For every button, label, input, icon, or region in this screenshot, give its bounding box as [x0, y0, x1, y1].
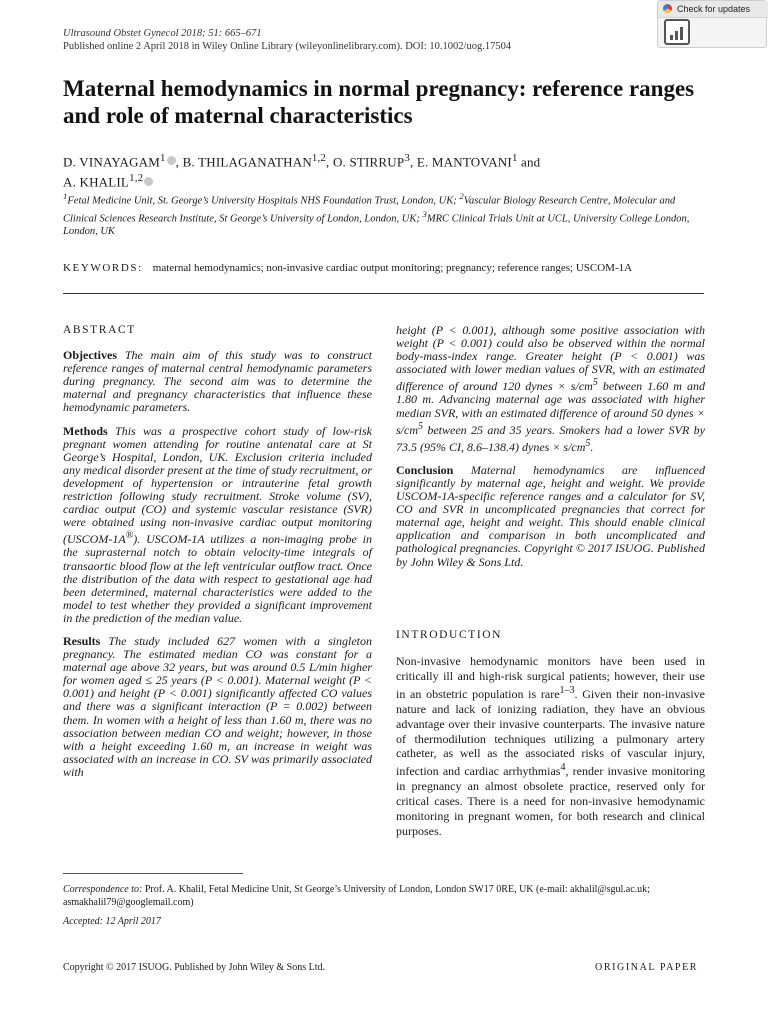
- journal-header: [63, 27, 511, 53]
- check-for-updates-label: Check for updates: [677, 4, 751, 14]
- crossmark-icon: [663, 4, 672, 13]
- affiliation-text: MRC Clinical Trials Unit at UCL, University College London, London, UK: [63, 213, 690, 237]
- abstract-column-left: [63, 324, 372, 789]
- correspondence-text: Prof. A. Khalil, Fetal Medicine Unit, St George’s University of London, London SW17 0RE, UK (e-mail: akhalil@sgul.ac.uk; asmakhalil79@googlemail.com): [63, 884, 650, 908]
- author-conjunction: and: [521, 154, 541, 170]
- footnote-divider: [63, 873, 243, 874]
- registered-mark: ®: [125, 530, 134, 542]
- abstract-conclusion: [396, 464, 705, 569]
- results-cont-text: between 25 and 35 years. Smokers had a lower SVR by 73.5 (95% CI, 8.6–138.4) dynes × s/cm: [396, 422, 705, 454]
- correspondence: [63, 884, 708, 909]
- citation-sup[interactable]: 4: [560, 762, 566, 774]
- author-affiliation-sup: 1,2: [129, 172, 144, 185]
- affiliation-number: 2: [459, 191, 464, 201]
- correspondence-label: Correspondence to:: [63, 884, 143, 895]
- author-name: D. VINAYAGAM: [63, 154, 161, 170]
- conclusion-label: Conclusion: [396, 462, 454, 477]
- abstract-heading: ABSTRACT: [63, 324, 136, 336]
- superscript: 5: [418, 420, 423, 432]
- article-title: Maternal hemodynamics in normal pregnancy: reference ranges and role of maternal characteristics: [63, 76, 695, 128]
- orcid-icon[interactable]: [144, 177, 153, 186]
- methods-text: This was a prospective cohort study of low-risk pregnant women attending for routine antenatal care at St George’s Hospital, London, UK. Exclusion criteria included any medical disorder present at the time of study recruitment, or development of hypertension or intrauterine fetal growth restriction following study recruitment. Stroke volume (SV), cardiac output (CO) and systemic vascular resistance (SVR) were obtained using non-invasive cardiac output monitoring (USCOM-1A: [63, 423, 373, 547]
- author-name: B. THILAGANATHAN: [182, 154, 312, 170]
- journal-doi-line: Published online 2 April 2018 in Wiley Online Library (wileyonlinelibrary.com). DOI: 10.1002/uog.17504: [63, 41, 512, 52]
- superscript: 5: [585, 437, 591, 449]
- results-cont-text: .: [590, 439, 594, 454]
- abstract-results-continued: [396, 324, 705, 454]
- accepted-date: Accepted: 12 April 2017: [63, 916, 161, 927]
- author-list: D. VINAYAGAM$^1$ , B. THILAGANATHAN$^{1,2}$, O. STIRRUP$^3$, E. MANTOVANI$^1$ and A. KHALIL$^{1,2}$: [63, 152, 541, 190]
- article-type: ORIGINAL PAPER: [595, 962, 699, 973]
- conclusion-text: Maternal hemodynamics are influenced significantly by maternal age, height and weight. We provide USCOM-1A-specific reference ranges and a calculator for SV, CO and SVR in uncomplicated pregnancies that correct for maternal age, height and weight. This should enable clinical application and comparison in both uncomplicated and pathological pregnancies. Copyright © 2017 ISUOG. Published by John Wiley & Sons Ltd.: [396, 462, 705, 569]
- affiliation-number: 3: [422, 208, 427, 219]
- author-affiliation-sup: 1: [511, 152, 518, 164]
- affiliation-number: 1: [63, 191, 68, 201]
- affiliation-text: Fetal Medicine Unit, St. George’s University Hospitals NHS Foundation Trust, London, UK;: [67, 195, 457, 207]
- orcid-icon[interactable]: [167, 156, 176, 165]
- author-name: E. MANTOVANI: [416, 154, 512, 170]
- results-text: The study included 627 women with a singleton pregnancy. The estimated median CO was constant for a maternal age above 32 years, but was around 0.5 L/min higher for women aged ≤ 25 years (P < 0.001). Maternal weight (P < 0.001) and height (P < 0.001) significantly affected CO values and there was a significant interaction (P = 0.002) between them. In women with a height of less than 1.60 m, there was no association between median CO and weight; however, in those with a height exceeding 1.60 m, an increase in weight was associated with an increase in CO. SV was primarily associated with: [63, 633, 372, 779]
- introduction-text: Non-invasive hemodynamic monitors have been used in critically ill and high-risk surgical patients; however, their use in an obstetric population is rare: [396, 654, 705, 701]
- abstract-column-right: [396, 324, 705, 579]
- introduction-text: , render invasive monitoring in pregnancy an almost obsolete practice, reserved only for critical cases. There is a need for non-invasive hemodynamic monitoring in pregnant women, for both research and clinical purposes.: [396, 764, 705, 838]
- citation-sup[interactable]: 1–3: [559, 684, 575, 696]
- introduction-body: [396, 654, 705, 839]
- keywords-text: maternal hemodynamics; non-invasive cardiac output monitoring; pregnancy; reference ranges; USCOM-1A: [152, 262, 633, 274]
- introduction-text: . Given their non-invasive nature and lack of ionizing radiation, they have an obvious advantage over their invasive counterparts. The invasive nature of thermodilution techniques utilizing a pulmonary artery catheter, as well as the associated risks of vascular injury, infection and cardiac arrhythmias: [396, 686, 705, 779]
- superscript: 5: [592, 377, 598, 389]
- affiliation-text: Vascular Biology Research Centre, Molecular and Clinical Sciences Research Institute, St George’s University of London, London, UK;: [63, 195, 676, 224]
- abstract-results: [63, 635, 372, 779]
- results-cont-text: between 1.60 m and 1.80 m. Advancing maternal age was associated with higher median SVR, with an estimated difference of around 50 dynes × s/cm: [396, 379, 705, 437]
- methods-label: Methods: [63, 423, 108, 438]
- methods-text-cont: ). USCOM-1A utilizes a non-imaging probe in the suprasternal notch to obtain velocity-time integrals of transaortic blood flow at the left ventricular outflow tract. Once the distribution of the data with respect to gestational age had been determined, maternal characteristics were added to the model to test whether they provided a significant improvement in the prediction of the median value.: [63, 532, 372, 625]
- journal-citation: Ultrasound Obstet Gynecol 2018; 51: 665–671: [63, 28, 262, 39]
- check-for-updates-button[interactable]: [657, 0, 767, 48]
- author-name: A. KHALIL: [63, 174, 130, 190]
- abstract-objectives: [63, 349, 372, 414]
- results-cont-text: height (P < 0.001), although some positive association with weight (P < 0.001) could also be observed within the normal body-mass-index range. Greater height (P < 0.001) was associated with lower median values of SVR, with an estimated difference of around 120 dynes × s/cm: [396, 323, 705, 394]
- check-for-updates-bar: [658, 1, 768, 18]
- results-label: Results: [63, 633, 101, 648]
- author-affiliation-sup: 1: [160, 152, 166, 164]
- keywords: [63, 261, 723, 275]
- author-name: O. STIRRUP: [332, 154, 405, 170]
- copyright: Copyright © 2017 ISUOG. Published by John Wiley & Sons Ltd.: [63, 962, 326, 973]
- header-divider: [63, 293, 704, 294]
- introduction-heading: INTRODUCTION: [396, 629, 503, 641]
- abstract-methods: [63, 425, 372, 625]
- keywords-label: KEYWORDS:: [63, 262, 143, 274]
- objectives-label: Objectives: [63, 348, 117, 363]
- affiliations: [63, 190, 703, 238]
- author-affiliation-sup: 3: [404, 152, 410, 164]
- author-affiliation-sup: 1,2: [311, 152, 327, 164]
- objectives-text: The main aim of this study was to construct reference ranges of maternal central hemodynamic parameters during pregnancy. The second aim was to determine the maternal and pregnancy characteristics that influence these hemodynamic parameters.: [63, 348, 373, 415]
- bar-chart-icon: [664, 19, 690, 45]
- introduction-heading-wrap: [396, 629, 705, 654]
